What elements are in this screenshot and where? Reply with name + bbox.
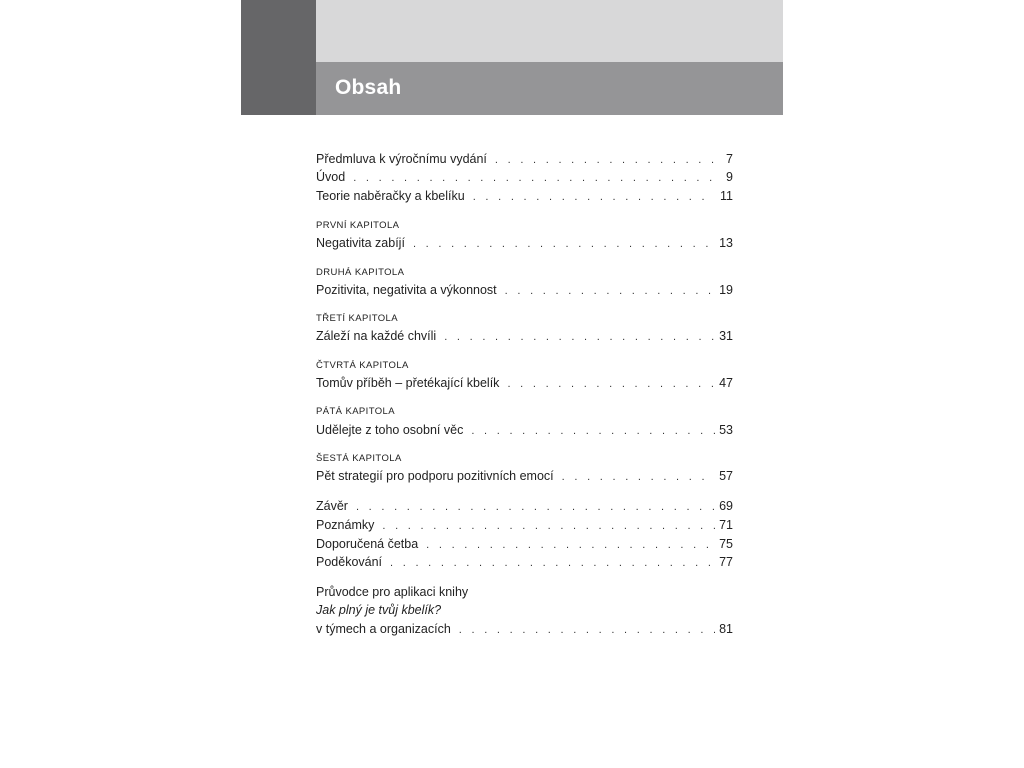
toc-entry-page: 75 [719, 537, 733, 551]
toc-entry-title: v týmech a organizacích [316, 622, 451, 636]
leader-dots [444, 328, 715, 346]
chapter-label-4: ČTVRTÁ KAPITOLA [316, 360, 409, 371]
toc-entry-title: Udělejte z toho osobní věc [316, 423, 464, 437]
toc-entry-page: 71 [719, 518, 733, 532]
toc-entry-chapter-4[interactable] [316, 374, 733, 392]
toc-entry-title: Závěr [316, 499, 348, 513]
toc-entry-title: Poděkování [316, 555, 383, 569]
leader-dots [382, 517, 715, 535]
chapter-label-5: PÁTÁ KAPITOLA [316, 406, 395, 417]
toc-entry-page: 53 [719, 423, 733, 437]
leader-dots [473, 188, 715, 206]
toc-entry-title: Úvod [316, 170, 346, 184]
toc-entry-title: Pozitivita, negativita a výkonnost [316, 283, 497, 297]
toc-entry-teorie[interactable] [316, 187, 733, 205]
guide-title-line-1: Průvodce pro aplikaci knihy [316, 585, 469, 599]
toc-entry-title: Doporučená četba [316, 537, 419, 551]
toc-entry-zaver[interactable] [316, 497, 733, 515]
toc-entry-title: Předmluva k výročnímu vydání [316, 152, 487, 166]
toc-entry-page: 31 [719, 329, 733, 343]
toc-entry-page: 19 [719, 283, 733, 297]
leader-dots [353, 169, 715, 187]
leader-dots [471, 422, 715, 440]
toc-entry-chapter-5[interactable] [316, 421, 733, 439]
leader-dots [426, 536, 715, 554]
toc-entry-title: Pět strategií pro podporu pozitivních emocí [316, 469, 554, 483]
leader-dots [390, 554, 715, 572]
toc-entry-title: Tomův příběh – přetékající kbelík [316, 376, 500, 390]
page-title: Obsah [335, 76, 402, 99]
toc-entry-page: 47 [719, 376, 733, 390]
toc-entry-predmluva[interactable] [316, 150, 733, 168]
guide-title-line-2: Jak plný je tvůj kbelík? [316, 603, 442, 617]
chapter-label-1: PRVNÍ KAPITOLA [316, 220, 400, 231]
toc-entry-page: 9 [726, 170, 733, 184]
toc-entry-page: 7 [726, 152, 733, 166]
leader-dots [495, 151, 715, 169]
toc-entry-title: Poznámky [316, 518, 375, 532]
toc-entry-page: 77 [719, 555, 733, 569]
chapter-label-2: DRUHÁ KAPITOLA [316, 267, 405, 278]
leader-dots [505, 282, 715, 300]
header-dark-block [241, 0, 316, 115]
leader-dots [413, 235, 715, 253]
toc-entry-page: 57 [719, 469, 733, 483]
toc-entry-title: Teorie naběračky a kbelíku [316, 189, 465, 203]
toc-entry-chapter-6[interactable] [316, 467, 733, 485]
toc-entry-doporucena-cetba[interactable] [316, 535, 733, 553]
toc-entry-poznamky[interactable] [316, 516, 733, 534]
leader-dots [507, 375, 715, 393]
toc-entry-uvod[interactable] [316, 168, 733, 186]
toc-entry-page: 11 [720, 189, 733, 203]
toc-entry-chapter-3[interactable] [316, 327, 733, 345]
leader-dots [459, 621, 715, 639]
toc-entry-page: 81 [719, 622, 733, 636]
toc-entry-title: Negativita zabíjí [316, 236, 405, 250]
chapter-label-6: ŠESTÁ KAPITOLA [316, 453, 402, 464]
toc-entry-page: 69 [719, 499, 733, 513]
toc-entry-chapter-2[interactable] [316, 281, 733, 299]
toc-entry-podekovani[interactable] [316, 553, 733, 571]
leader-dots [562, 468, 715, 486]
toc-entry-guide[interactable] [316, 620, 733, 638]
toc-entry-title: Záleží na každé chvíli [316, 329, 437, 343]
header-light-block [316, 0, 783, 62]
chapter-label-3: TŘETÍ KAPITOLA [316, 313, 398, 324]
toc-entry-page: 13 [719, 236, 733, 250]
toc-entry-chapter-1[interactable] [316, 234, 733, 252]
leader-dots [356, 498, 715, 516]
